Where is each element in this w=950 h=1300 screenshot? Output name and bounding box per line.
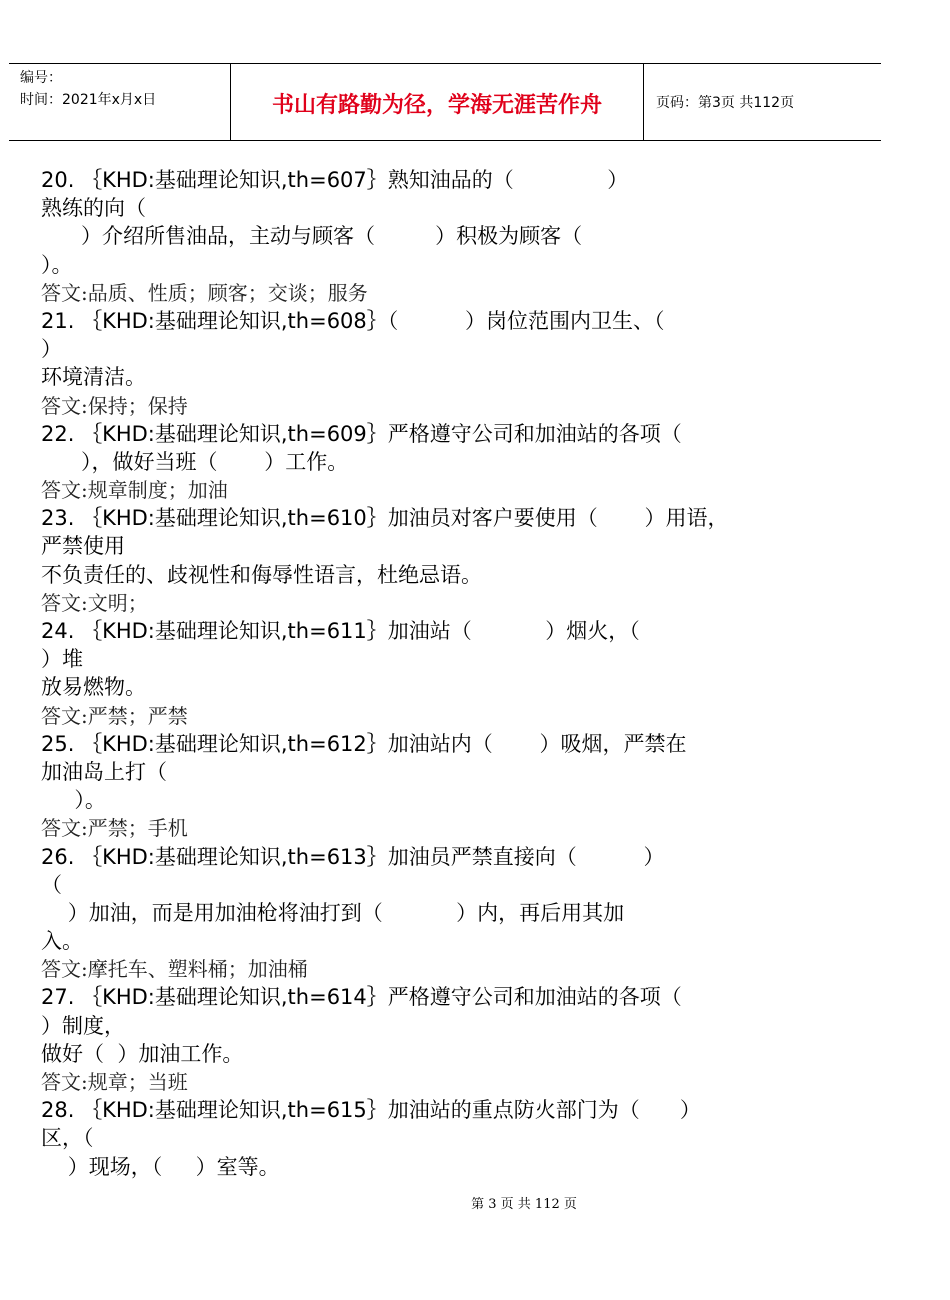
serial-number-label: 编号： bbox=[20, 70, 62, 86]
answer-line: 答文:保持；保持 bbox=[41, 393, 188, 418]
answer-line: 答文:规章；当班 bbox=[41, 1070, 188, 1094]
question-line: 严禁使用 bbox=[41, 534, 125, 559]
answer-line: 答文:文明； bbox=[41, 590, 148, 615]
page-footer bbox=[0, 1193, 950, 1212]
question-line: 20. ｛KHD:基础理论知识,th=607｝熟知油品的（ ） bbox=[41, 168, 629, 192]
header-page-info: 页码：第3页 共112页 bbox=[656, 95, 795, 111]
footer-page-number: 第 3 页 共 112 页 bbox=[471, 1197, 577, 1212]
answer-line: 答文:规章制度；加油 bbox=[41, 478, 228, 503]
question-line: ）制度， bbox=[41, 1013, 125, 1038]
question-line: 环境清洁。 bbox=[41, 365, 146, 390]
question-line: 28. ｛KHD:基础理论知识,th=615｝加油站的重点防火部门为（ ） bbox=[41, 1098, 701, 1123]
question-line: 23. ｛KHD:基础理论知识,th=610｝加油员对客户要使用（ ）用语， bbox=[41, 506, 729, 531]
question-line: 入。 bbox=[41, 929, 83, 954]
question-line: 不负责任的、歧视性和侮辱性语言，杜绝忌语。 bbox=[41, 562, 482, 587]
question-line: ）。 bbox=[41, 252, 73, 277]
question-line: ）加油，而是用加油枪将油打到（ ）内，再后用其加 bbox=[41, 900, 625, 925]
question-line: 26. ｛KHD:基础理论知识,th=613｝加油员严禁直接向（ ） bbox=[41, 844, 665, 869]
question-line: ）介绍所售油品，主动与顾客（ ）积极为顾客（ bbox=[41, 224, 583, 249]
answer-line: 答文:品质、性质；顾客；交谈；服务 bbox=[41, 280, 368, 305]
header-motto: 书山有路勤为径，学海无涯苦作舟 bbox=[231, 64, 644, 140]
question-line: ）堆 bbox=[41, 647, 83, 672]
question-line: ）。 bbox=[41, 788, 106, 813]
question-line: 熟练的向（ bbox=[41, 196, 146, 221]
answer-line: 答文:严禁；手机 bbox=[41, 816, 188, 841]
question-line: 区，（ bbox=[41, 1126, 94, 1151]
question-line: ），做好当班（ ）工作。 bbox=[41, 449, 349, 474]
date-label: 时间：2021年x月x日 bbox=[20, 92, 157, 108]
answer-line: 答文:摩托车、塑料桶；加油桶 bbox=[41, 957, 308, 982]
document-header bbox=[9, 63, 881, 141]
answer-line: 答文:严禁；严禁 bbox=[41, 703, 188, 728]
question-line: ）现场，（ ）室等。 bbox=[41, 1154, 280, 1179]
question-line: 加油岛上打（ bbox=[41, 759, 167, 784]
question-line: 27. ｛KHD:基础理论知识,th=614｝严格遵守公司和加油站的各项（ bbox=[41, 985, 682, 1010]
question-list bbox=[41, 166, 871, 1181]
question-line: 24. ｛KHD:基础理论知识,th=611｝加油站（ ）烟火，（ bbox=[41, 619, 640, 643]
question-line: 放易燃物。 bbox=[41, 675, 146, 700]
question-line: 做好（ ）加油工作。 bbox=[41, 1041, 244, 1066]
header-meta bbox=[9, 64, 231, 140]
question-line: ） bbox=[41, 337, 62, 362]
question-line: 21. ｛KHD:基础理论知识,th=608｝（ ）岗位范围内卫生、（ bbox=[41, 308, 665, 333]
question-line: 22. ｛KHD:基础理论知识,th=609｝严格遵守公司和加油站的各项（ bbox=[41, 421, 682, 446]
question-line: （ bbox=[41, 872, 62, 897]
question-line: 25. ｛KHD:基础理论知识,th=612｝加油站内（ ）吸烟，严禁在 bbox=[41, 731, 687, 756]
